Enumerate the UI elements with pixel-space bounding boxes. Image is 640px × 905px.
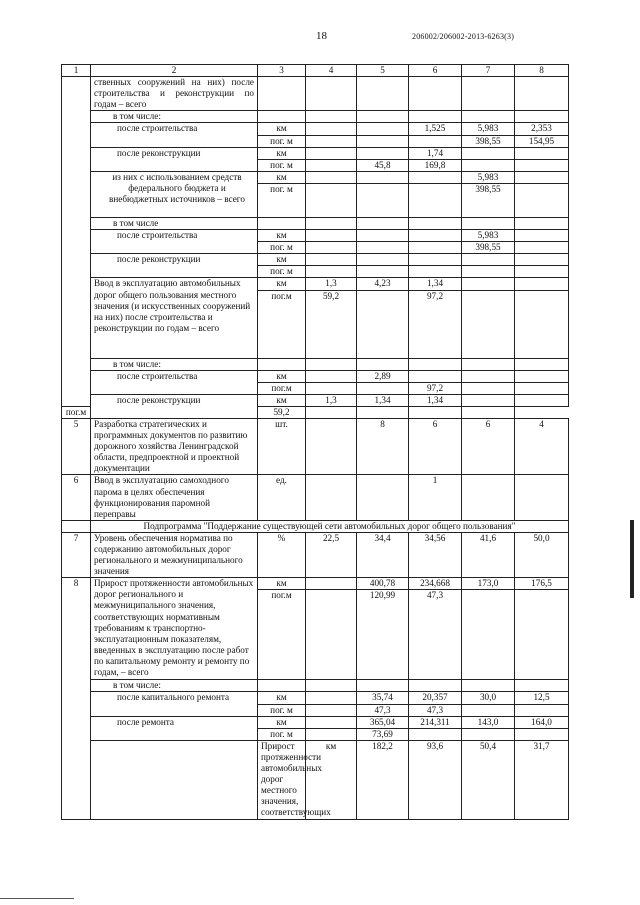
value: 22,5 xyxy=(306,532,357,577)
value xyxy=(462,475,515,520)
value: 182,2 xyxy=(357,740,409,819)
row-label: ственных сооружений на них) после строительства и реконструкции по годам – всего xyxy=(91,77,258,111)
value xyxy=(462,290,515,358)
value xyxy=(306,716,357,728)
section-row xyxy=(62,520,569,532)
value xyxy=(515,230,569,242)
unit: км xyxy=(258,394,306,406)
value: 2,353 xyxy=(515,123,569,135)
value xyxy=(515,382,569,394)
value: 47,3 xyxy=(357,704,409,716)
unit: % xyxy=(258,532,306,577)
value: 34,4 xyxy=(357,532,409,577)
col-header: 7 xyxy=(462,65,515,77)
header-row xyxy=(62,65,569,77)
value xyxy=(357,475,409,520)
row-number: 8 xyxy=(62,578,91,819)
value: 214,311 xyxy=(409,716,462,728)
value xyxy=(306,242,357,254)
value: 398,55 xyxy=(462,242,515,254)
value xyxy=(462,704,515,716)
unit: км xyxy=(258,123,306,135)
value xyxy=(462,370,515,382)
value xyxy=(515,728,569,740)
value: 400,78 xyxy=(357,578,409,590)
value xyxy=(515,242,569,254)
value: 176,5 xyxy=(515,578,569,590)
value: 47,3 xyxy=(409,590,462,680)
row-label: Разработка стратегических и программных документов по развитию дорожного хозяйства Ленинградской области, предпроектной и проектной документации xyxy=(91,418,258,474)
row-label: Ввод в эксплуатацию самоходного парома в целях обеспечения функционирования паромной переправы xyxy=(91,475,258,520)
unit: пог. м xyxy=(258,266,306,278)
unit: пог. м xyxy=(258,728,306,740)
value: 1,34 xyxy=(357,394,409,406)
value xyxy=(409,230,462,242)
value xyxy=(357,242,409,254)
unit: пог.м xyxy=(62,406,91,418)
row-label: после строительства xyxy=(91,230,258,254)
row-label: Прирост протяженности автомобильных дорог регионального и межмуниципального значения, соответствующих нормативным требованиям к транспортно-эксплуатационным показателям, введенных в эксплуатацию после работ по капитальному ремонту и ремонту по годам, – всего xyxy=(91,578,258,680)
value: 164,0 xyxy=(515,716,569,728)
value xyxy=(306,183,357,217)
unit: пог.м xyxy=(258,290,306,358)
row-number: 5 xyxy=(62,418,91,474)
value: 398,55 xyxy=(462,183,515,217)
value xyxy=(409,728,462,740)
section-title: Подпрограмма "Поддержание существующей сети автомобильных дорог общего пользования" xyxy=(91,520,569,532)
row-label: после строительства xyxy=(91,123,258,147)
value xyxy=(357,171,409,183)
value xyxy=(306,135,357,147)
value: 34,56 xyxy=(409,532,462,577)
col-header: 3 xyxy=(258,65,306,77)
row-label: после реконструкции xyxy=(91,147,258,171)
value xyxy=(409,242,462,254)
table-row xyxy=(62,418,569,474)
value: 35,74 xyxy=(357,692,409,704)
table-row xyxy=(62,578,569,590)
page-number: 18 xyxy=(316,30,327,42)
value: 1 xyxy=(409,475,462,520)
value: 30,0 xyxy=(462,692,515,704)
table-row xyxy=(62,716,569,728)
value xyxy=(306,475,357,520)
value xyxy=(357,406,409,418)
row-label: Ввод в эксплуатацию автомобильных дорог общего пользования местного значения (и искусственных сооружений на них) после строительства и реконструкции по годам – всего xyxy=(91,278,258,358)
unit: пог. м xyxy=(258,135,306,147)
value: 169,8 xyxy=(409,159,462,171)
scan-edge-mark xyxy=(630,520,634,598)
col-header: 4 xyxy=(306,65,357,77)
table-row xyxy=(62,692,569,704)
unit: пог.м xyxy=(258,382,306,394)
value xyxy=(515,704,569,716)
value: 5,983 xyxy=(462,123,515,135)
value: 1,74 xyxy=(409,147,462,159)
value: 4 xyxy=(515,418,569,474)
value xyxy=(306,728,357,740)
value: 59,2 xyxy=(258,406,306,418)
table-row xyxy=(62,217,569,229)
value: 173,0 xyxy=(462,578,515,590)
value xyxy=(515,147,569,159)
table-row xyxy=(62,123,569,135)
indicators-table xyxy=(61,64,569,820)
value xyxy=(409,406,462,418)
value xyxy=(409,370,462,382)
value xyxy=(306,382,357,394)
value: 8 xyxy=(357,418,409,474)
table-row xyxy=(62,111,569,123)
value xyxy=(462,278,515,290)
unit: км xyxy=(258,230,306,242)
unit: пог. м xyxy=(258,242,306,254)
row-label: в том числе: xyxy=(91,680,258,692)
value: 41,6 xyxy=(462,532,515,577)
value xyxy=(357,183,409,217)
value xyxy=(462,394,515,406)
value xyxy=(462,728,515,740)
value xyxy=(409,135,462,147)
table-row xyxy=(62,171,569,183)
value: 398,55 xyxy=(462,135,515,147)
col-header: 8 xyxy=(515,65,569,77)
table-row xyxy=(62,475,569,520)
value xyxy=(357,290,409,358)
value xyxy=(306,171,357,183)
value: 154,95 xyxy=(515,135,569,147)
row-label: после строительства xyxy=(91,370,258,394)
table-row xyxy=(62,230,569,242)
value: 93,6 xyxy=(409,740,462,819)
value xyxy=(515,394,569,406)
value xyxy=(462,147,515,159)
unit: км xyxy=(258,716,306,728)
value xyxy=(357,135,409,147)
value: 31,7 xyxy=(515,740,569,819)
unit: км xyxy=(258,278,306,290)
row-label: в том числе: xyxy=(91,358,258,370)
unit: км xyxy=(306,740,357,819)
unit: пог. м xyxy=(258,159,306,171)
value xyxy=(462,159,515,171)
value xyxy=(357,382,409,394)
value xyxy=(515,290,569,358)
value: 1,3 xyxy=(306,394,357,406)
value: 1,34 xyxy=(409,278,462,290)
value: 97,2 xyxy=(409,290,462,358)
value xyxy=(306,230,357,242)
value xyxy=(515,171,569,183)
value: 5,983 xyxy=(462,171,515,183)
col-header: 5 xyxy=(357,65,409,77)
value: 12,5 xyxy=(515,692,569,704)
unit: км xyxy=(258,692,306,704)
unit: км xyxy=(258,370,306,382)
row-label: после реконструкции xyxy=(91,254,258,278)
value xyxy=(357,147,409,159)
unit: пог. м xyxy=(258,704,306,716)
value: 97,2 xyxy=(409,382,462,394)
unit: км xyxy=(258,578,306,590)
document-code: 206002/206002-2013-6263(3) xyxy=(412,32,515,41)
value: 6 xyxy=(409,418,462,474)
value xyxy=(462,406,515,418)
value: 59,2 xyxy=(306,290,357,358)
value: 2,89 xyxy=(357,370,409,382)
table-row xyxy=(62,740,569,819)
value xyxy=(306,692,357,704)
value xyxy=(306,406,357,418)
value: 6 xyxy=(462,418,515,474)
table-row xyxy=(62,394,569,406)
unit: пог. м xyxy=(258,183,306,217)
value: 5,983 xyxy=(462,230,515,242)
value xyxy=(515,370,569,382)
value xyxy=(409,171,462,183)
col-header: 6 xyxy=(409,65,462,77)
value xyxy=(306,123,357,135)
value xyxy=(462,590,515,680)
table-row xyxy=(62,278,569,290)
row-label: Прирост протяженности автомобильных дорог местного значения, соответствующих xyxy=(258,740,306,819)
table-row xyxy=(62,680,569,692)
value: 47,3 xyxy=(409,704,462,716)
value xyxy=(306,147,357,159)
value xyxy=(306,370,357,382)
row-label: в том числе: xyxy=(91,111,258,123)
col-header: 2 xyxy=(91,65,258,77)
row-label: Уровень обеспечения норматива по содержанию автомобильных дорог регионального и межмуниципального значения xyxy=(91,532,258,577)
value: 50,0 xyxy=(515,532,569,577)
value: 73,69 xyxy=(357,728,409,740)
unit: км xyxy=(258,254,306,266)
value xyxy=(306,418,357,474)
value: 4,23 xyxy=(357,278,409,290)
value xyxy=(515,278,569,290)
value: 143,0 xyxy=(462,716,515,728)
table-row xyxy=(62,77,569,111)
row-number-empty xyxy=(62,77,91,407)
value: 50,4 xyxy=(462,740,515,819)
value: 45,8 xyxy=(357,159,409,171)
unit: пог.м xyxy=(258,590,306,680)
row-label: после реконструкции xyxy=(91,394,258,418)
value xyxy=(515,159,569,171)
row-label: после ремонта xyxy=(91,716,258,740)
row-number: 7 xyxy=(62,532,91,577)
value xyxy=(515,183,569,217)
row-label: в том числе xyxy=(91,217,258,229)
table-row xyxy=(62,370,569,382)
footer-rule xyxy=(0,898,74,899)
value xyxy=(409,183,462,217)
value: 1,3 xyxy=(306,278,357,290)
table-row xyxy=(62,147,569,159)
value xyxy=(462,382,515,394)
value: 1,34 xyxy=(409,394,462,406)
unit: км xyxy=(258,147,306,159)
row-label: из них с использованием средств федерального бюджета и внебюджетных источников – всего xyxy=(91,171,258,217)
table-row xyxy=(62,532,569,577)
value: 1,525 xyxy=(409,123,462,135)
value: 365,04 xyxy=(357,716,409,728)
value xyxy=(306,159,357,171)
value xyxy=(515,475,569,520)
value xyxy=(515,590,569,680)
value: 234,668 xyxy=(409,578,462,590)
row-label: после капитального ремонта xyxy=(91,692,258,716)
unit: км xyxy=(258,171,306,183)
row-number: 6 xyxy=(62,475,91,520)
col-header: 1 xyxy=(62,65,91,77)
value xyxy=(357,230,409,242)
value xyxy=(357,123,409,135)
table-row xyxy=(62,254,569,266)
value xyxy=(306,578,357,590)
value: 120,99 xyxy=(357,590,409,680)
value xyxy=(306,704,357,716)
unit: шт. xyxy=(258,418,306,474)
table-row xyxy=(62,358,569,370)
value: 20,357 xyxy=(409,692,462,704)
unit: ед. xyxy=(258,475,306,520)
value xyxy=(306,590,357,680)
